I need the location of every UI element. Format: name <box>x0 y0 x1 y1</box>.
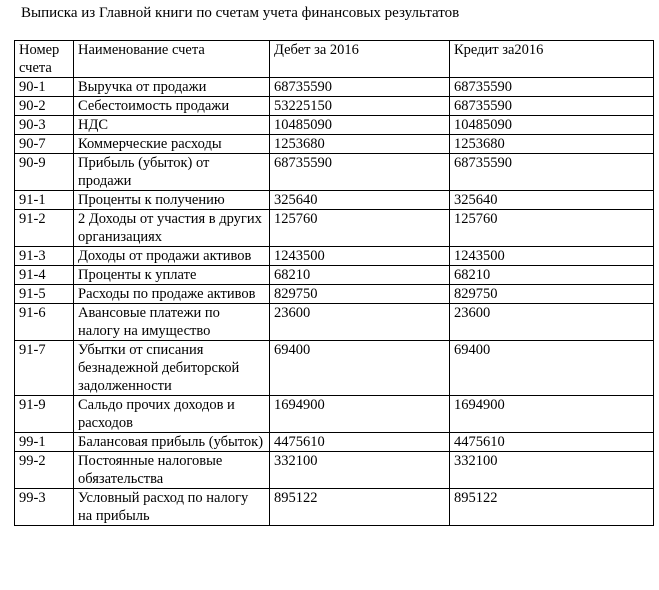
account-number-cell: 99-3 <box>15 489 74 526</box>
ledger-table <box>14 40 654 526</box>
account-name-cell: НДС <box>74 116 270 135</box>
table-row <box>15 452 654 489</box>
account-number-cell: 91-9 <box>15 396 74 433</box>
debit-cell: 69400 <box>270 341 450 396</box>
account-number-cell: 91-4 <box>15 266 74 285</box>
account-number-cell: 90-1 <box>15 78 74 97</box>
account-name-cell: Условный расход по налогу на прибыль <box>74 489 270 526</box>
credit-cell: 68210 <box>450 266 654 285</box>
account-name-cell: Убытки от списания безнадежной дебиторской задолженности <box>74 341 270 396</box>
table-row <box>15 210 654 247</box>
account-number-cell: 91-3 <box>15 247 74 266</box>
account-name-cell: Доходы от продажи активов <box>74 247 270 266</box>
account-name-cell: Выручка от продажи <box>74 78 270 97</box>
debit-cell: 829750 <box>270 285 450 304</box>
account-name-cell: Проценты к уплате <box>74 266 270 285</box>
table-row <box>15 489 654 526</box>
credit-cell: 4475610 <box>450 433 654 452</box>
account-name-cell: Авансовые платежи по налогу на имущество <box>74 304 270 341</box>
account-name-cell: Коммерческие расходы <box>74 135 270 154</box>
header-credit: Кредит за2016 <box>450 41 654 78</box>
account-number-cell: 91-5 <box>15 285 74 304</box>
account-number-cell: 90-7 <box>15 135 74 154</box>
account-number-cell: 91-7 <box>15 341 74 396</box>
table-row <box>15 116 654 135</box>
debit-cell: 68210 <box>270 266 450 285</box>
credit-cell: 829750 <box>450 285 654 304</box>
account-number-cell: 90-9 <box>15 154 74 191</box>
account-name-cell: Проценты к получению <box>74 191 270 210</box>
credit-cell: 69400 <box>450 341 654 396</box>
account-name-cell: Себестоимость продажи <box>74 97 270 116</box>
table-row <box>15 433 654 452</box>
table-row <box>15 247 654 266</box>
table-row <box>15 396 654 433</box>
credit-cell: 125760 <box>450 210 654 247</box>
debit-cell: 68735590 <box>270 78 450 97</box>
account-name-cell: Расходы по продаже активов <box>74 285 270 304</box>
table-row <box>15 78 654 97</box>
credit-cell: 23600 <box>450 304 654 341</box>
header-account-name: Наименование счета <box>74 41 270 78</box>
credit-cell: 68735590 <box>450 97 654 116</box>
account-number-cell: 90-2 <box>15 97 74 116</box>
account-name-cell: 2 Доходы от участия в других организациях <box>74 210 270 247</box>
account-name-cell: Прибыль (убыток) от продажи <box>74 154 270 191</box>
debit-cell: 53225150 <box>270 97 450 116</box>
credit-cell: 68735590 <box>450 154 654 191</box>
debit-cell: 325640 <box>270 191 450 210</box>
debit-cell: 332100 <box>270 452 450 489</box>
debit-cell: 1253680 <box>270 135 450 154</box>
debit-cell: 4475610 <box>270 433 450 452</box>
table-row <box>15 135 654 154</box>
credit-cell: 325640 <box>450 191 654 210</box>
table-row <box>15 341 654 396</box>
table-row <box>15 304 654 341</box>
account-number-cell: 90-3 <box>15 116 74 135</box>
credit-cell: 1253680 <box>450 135 654 154</box>
header-account-number: Номер счета <box>15 41 74 78</box>
document-title: Выписка из Главной книги по счетам учета финансовых результатов <box>21 5 460 21</box>
account-number-cell: 99-2 <box>15 452 74 489</box>
debit-cell: 68735590 <box>270 154 450 191</box>
table-row <box>15 266 654 285</box>
debit-cell: 23600 <box>270 304 450 341</box>
table-row <box>15 191 654 210</box>
account-name-cell: Балансовая прибыль (убыток) <box>74 433 270 452</box>
credit-cell: 332100 <box>450 452 654 489</box>
credit-cell: 1694900 <box>450 396 654 433</box>
header-debit: Дебет за 2016 <box>270 41 450 78</box>
account-number-cell: 91-6 <box>15 304 74 341</box>
debit-cell: 1694900 <box>270 396 450 433</box>
credit-cell: 895122 <box>450 489 654 526</box>
debit-cell: 895122 <box>270 489 450 526</box>
credit-cell: 10485090 <box>450 116 654 135</box>
debit-cell: 10485090 <box>270 116 450 135</box>
account-name-cell: Постоянные налоговые обязательства <box>74 452 270 489</box>
table-row <box>15 154 654 191</box>
account-number-cell: 91-1 <box>15 191 74 210</box>
account-number-cell: 99-1 <box>15 433 74 452</box>
account-name-cell: Сальдо прочих доходов и расходов <box>74 396 270 433</box>
account-number-cell: 91-2 <box>15 210 74 247</box>
table-row <box>15 285 654 304</box>
debit-cell: 1243500 <box>270 247 450 266</box>
table-header-row <box>15 41 654 78</box>
table-row <box>15 97 654 116</box>
credit-cell: 68735590 <box>450 78 654 97</box>
credit-cell: 1243500 <box>450 247 654 266</box>
debit-cell: 125760 <box>270 210 450 247</box>
